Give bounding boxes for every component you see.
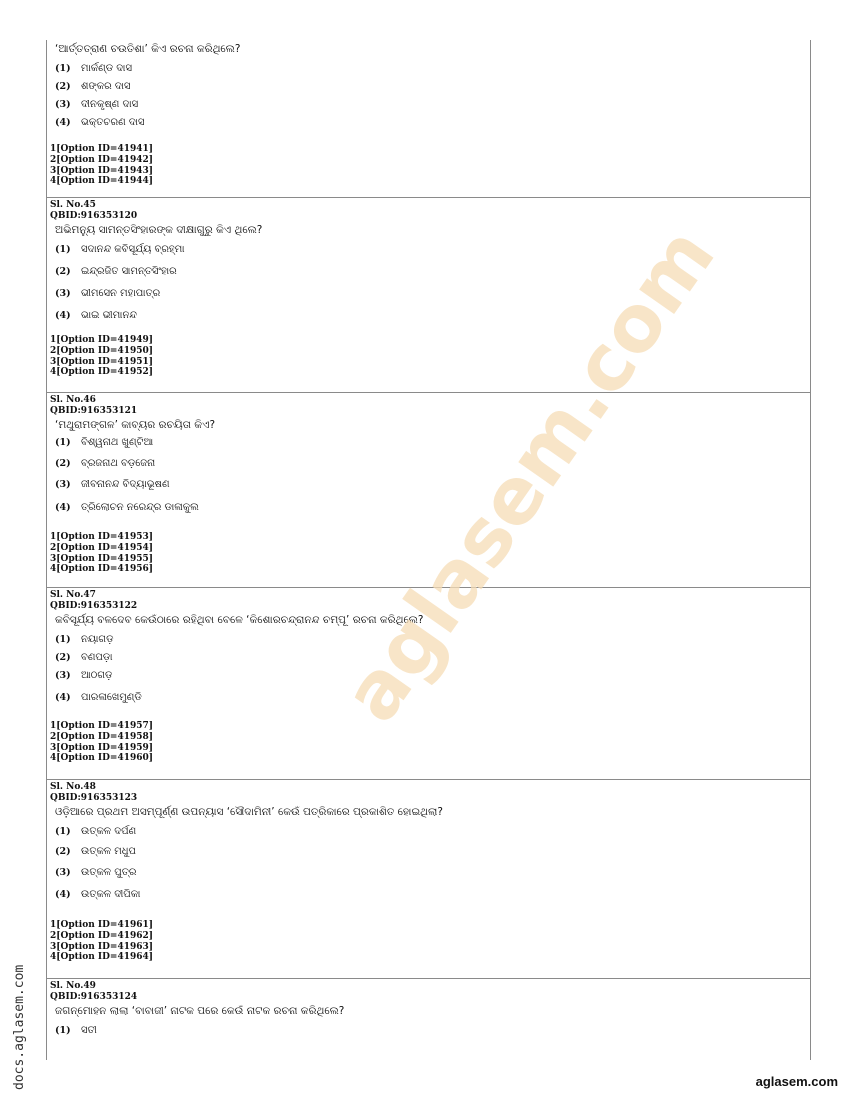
qbid: QBID:916353122: [50, 600, 138, 611]
option-item: [47, 866, 810, 888]
option-item: [47, 309, 810, 331]
option-number: (2): [55, 458, 71, 469]
qbid: QBID:916353121: [50, 405, 138, 416]
option-number: (1): [55, 437, 71, 448]
option-id-line: 4[Option ID=41952]: [50, 367, 154, 378]
option-text: ଉତ୍କଳ ପୁତ୍ର: [81, 867, 137, 878]
option-id-line: 3[Option ID=41951]: [50, 356, 154, 367]
option-id-line: 1[Option ID=41953]: [50, 532, 154, 542]
option-item: [47, 845, 810, 866]
option-id-line: 1[Option ID=41961]: [50, 920, 154, 930]
question-text: କବିସୂର୍ଯ୍ୟ ବଳଦେବ କେଉଁଠାରେ ରହିଥିବା ବେଳେ ‘କିଶୋରଚନ୍ଦ୍ରାନନ୍ଦ ଚମ୍ପୂ’ ରଚନା କରିଥିଲେ?: [55, 614, 424, 626]
option-id-line: 3[Option ID=41943]: [50, 165, 154, 176]
option-id-line: 4[Option ID=41944]: [50, 176, 154, 187]
option-id-line: 3[Option ID=41959]: [50, 742, 154, 753]
option-number: (1): [55, 1025, 71, 1036]
option-text: ତ୍ରିଲୋଚନ ନରେନ୍ଦ୍ର ଡାଳାକୁଲ: [81, 502, 199, 513]
option-number: (1): [55, 63, 71, 74]
qbid: QBID:916353124: [50, 991, 138, 1002]
option-text: ସଦାନନ୍ଦ କବିସୂର୍ଯ୍ୟ ବ୍ରହ୍ମା: [81, 244, 185, 255]
watermark: aglasem.com: [326, 211, 733, 739]
question-frame: [46, 40, 811, 1060]
option-number: (3): [55, 867, 71, 878]
serial-number: Sl. No.45: [50, 200, 96, 210]
option-item: [47, 501, 810, 523]
option-text: ବଣପଡ଼ା: [81, 652, 113, 663]
question-text: ‘ଆର୍ତ୍ତତ୍ରାଣ ଚଉତିଶା’ କିଏ ରଚନା କରିଥିଲେ?: [55, 43, 241, 55]
option-text: ଆଠଗଡ଼: [81, 670, 113, 681]
option-text: ବିଶ୍ୱନାଥ ଖୁଣ୍ଟିଆ: [81, 437, 154, 448]
option-id-line: 1[Option ID=41949]: [50, 335, 154, 345]
option-item: [47, 669, 810, 691]
option-number: (2): [55, 266, 71, 277]
option-text: ଉତ୍କଳ ଦୀପିକା: [81, 889, 141, 900]
footer-brand: aglasem.com: [755, 1074, 838, 1089]
question-text: ଓଡ଼ିଆରେ ପ୍ରଥମ ଅସମ୍ପୂର୍ଣ୍ଣ ଉପନ୍ୟାସ ‘ସୌଦାମିନୀ’ କେଉଁ ପତ୍ରିକାରେ ପ୍ରକାଶିତ ହୋଇଥିଲା?: [55, 806, 443, 818]
option-number: (2): [55, 652, 71, 663]
option-number: (3): [55, 670, 71, 681]
option-text: ଉତ୍କଳ ମଧୁପ: [81, 846, 136, 857]
option-id-line: 2[Option ID=41962]: [50, 930, 154, 941]
option-item: [47, 116, 810, 134]
question-text: ଜଗନ୍ମୋହନ ଲାଲା ‘ବାବାଜୀ’ ନାଟକ ପରେ କେଉଁ ନାଟକ ରଚନା କରିଥିଲେ?: [55, 1005, 345, 1017]
option-text: ଦୀନକୃଷ୍ଣ ଦାସ: [81, 99, 139, 110]
option-item: [47, 691, 810, 713]
option-number: (3): [55, 288, 71, 299]
option-id-line: 4[Option ID=41956]: [50, 564, 154, 575]
option-item: [47, 243, 810, 265]
option-item: [47, 825, 810, 845]
option-id-line: 2[Option ID=41954]: [50, 542, 154, 553]
option-text: ସତୀ: [81, 1025, 97, 1036]
option-text: ଶଙ୍କର ଦାସ: [81, 81, 131, 92]
option-text: ଜୀବନାନନ୍ଦ ବିଦ୍ୟାଭୂଷଣ: [81, 479, 170, 490]
option-text: ମାର୍କଣ୍ଡ ଦାସ: [81, 63, 132, 74]
question-block: [47, 200, 810, 378]
question-text: ‘ମଥୁରାମଙ୍ଗଳ’ କାବ୍ୟର ରଚୟିତା କିଏ?: [55, 419, 216, 431]
option-text: ଭୀମସେନ ମହାପାତ୍ର: [81, 288, 161, 299]
option-number: (4): [55, 310, 71, 321]
question-block: [47, 981, 810, 1042]
block-separator: [47, 392, 810, 393]
block-separator: [47, 587, 810, 588]
option-number: (3): [55, 99, 71, 110]
option-item: [47, 1024, 810, 1042]
option-item: [47, 436, 810, 457]
option-id-line: 1[Option ID=41941]: [50, 144, 154, 154]
option-item: [47, 478, 810, 501]
option-id-line: 2[Option ID=41950]: [50, 345, 154, 356]
option-number: (1): [55, 244, 71, 255]
qbid: QBID:916353123: [50, 792, 138, 803]
block-separator: [47, 779, 810, 780]
option-item: [47, 62, 810, 80]
option-id-line: 2[Option ID=41958]: [50, 731, 154, 742]
serial-number: Sl. No.48: [50, 782, 96, 792]
serial-number: Sl. No.49: [50, 981, 96, 991]
question-text: ଅଭିମନ୍ୟୁ ସାମନ୍ତସିଂହାରଙ୍କ ଦୀକ୍ଷାଗୁରୁ କିଏ ଥିଲେ?: [55, 224, 263, 236]
option-text: ଉତ୍କଳ ଦର୍ପଣ: [81, 826, 137, 837]
option-number: (1): [55, 826, 71, 837]
option-item: [47, 287, 810, 309]
option-text: ବ୍ରଜନାଥ ବଡ଼ଜେନା: [81, 458, 156, 469]
option-id-line: 3[Option ID=41963]: [50, 941, 154, 952]
option-number: (4): [55, 692, 71, 703]
serial-number: Sl. No.47: [50, 590, 96, 600]
question-block: [47, 395, 810, 575]
option-text: ନୟାଗଡ଼: [81, 634, 114, 645]
side-url: docs.aglasem.com: [12, 964, 27, 1090]
option-text: ଇନ୍ଦ୍ରଜିତ ସାମନ୍ତସିଂହାର: [81, 266, 177, 277]
option-item: [47, 633, 810, 651]
option-id-line: 4[Option ID=41960]: [50, 753, 154, 764]
option-number: (4): [55, 502, 71, 513]
option-number: (4): [55, 117, 71, 128]
option-item: [47, 651, 810, 669]
option-id-line: 2[Option ID=41942]: [50, 154, 154, 165]
option-text: ଭାଇ ଭୀମାନନ୍ଦ: [81, 310, 137, 321]
option-item: [47, 265, 810, 287]
option-number: (3): [55, 479, 71, 490]
option-number: (4): [55, 889, 71, 900]
question-block: [47, 590, 810, 764]
question-block: [47, 782, 810, 963]
option-id-line: 1[Option ID=41957]: [50, 721, 154, 731]
option-number: (2): [55, 846, 71, 857]
option-id-line: 4[Option ID=41964]: [50, 952, 154, 963]
option-item: [47, 80, 810, 98]
serial-number: Sl. No.46: [50, 395, 96, 405]
option-number: (1): [55, 634, 71, 645]
block-separator: [47, 978, 810, 979]
option-text: ପାରଳାଖେମୁଣ୍ଡି: [81, 692, 142, 703]
option-text: ଭକ୍ତଚରଣ ଦାସ: [81, 117, 145, 128]
qbid: QBID:916353120: [50, 210, 138, 221]
option-id-line: 3[Option ID=41955]: [50, 553, 154, 564]
option-item: [47, 457, 810, 478]
option-item: [47, 98, 810, 116]
block-separator: [47, 197, 810, 198]
question-block: [47, 42, 810, 187]
option-item: [47, 888, 810, 910]
option-number: (2): [55, 81, 71, 92]
